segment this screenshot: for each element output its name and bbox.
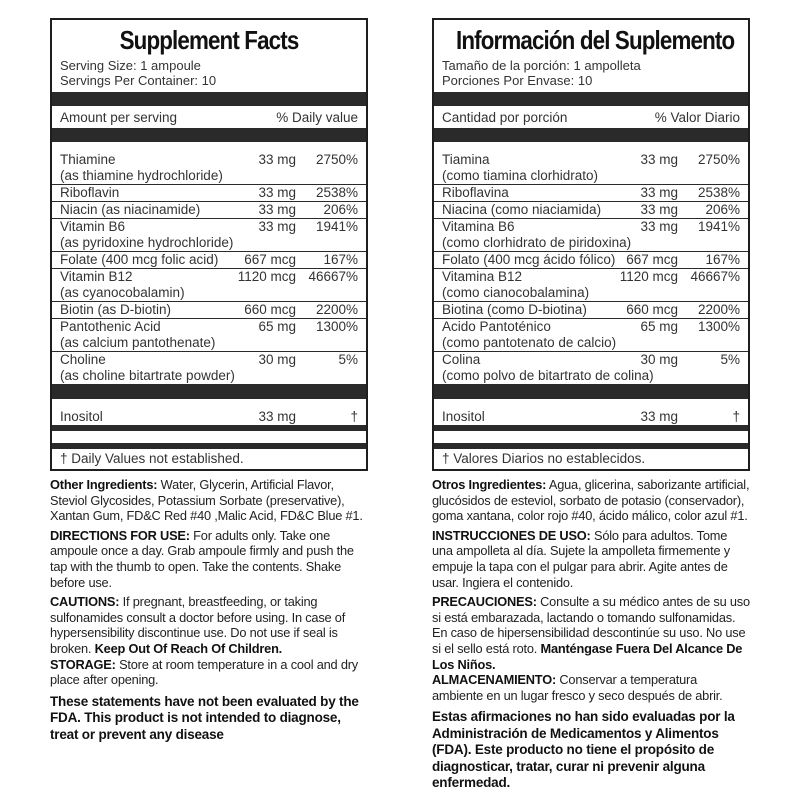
nutrient-name: Pantothenic Acid — [60, 319, 161, 334]
nutrient-dv: 5% — [338, 352, 358, 367]
column-header — [434, 106, 748, 128]
ingredients-text: Agua, glicerina, saborizante artificial, glucósidos de esteviol, sorbato de potasio (conservador), goma xantana, color rojo #40, ácido málico, color azul #1. — [432, 477, 750, 524]
cautions-label: PRECAUCIONES: — [432, 594, 537, 610]
nutrient-amount: 667 mcg — [244, 252, 296, 267]
nutrient-amount: 65 mg — [640, 319, 678, 334]
storage-text: Store at room temperature in a cool and dry place after opening. — [50, 656, 359, 688]
nutrient-amount: 33 mg — [258, 202, 296, 217]
label-notes — [50, 477, 368, 743]
nutrient-row — [434, 202, 748, 219]
ingredients — [432, 477, 750, 524]
serving-info — [52, 58, 366, 92]
nutrient-name: Tiamina — [442, 152, 490, 167]
nutrient-source: (as cyanocobalamin) — [60, 285, 185, 300]
panel-title: Información del Suplemento — [455, 25, 735, 55]
divider-bar — [52, 128, 366, 142]
english-label-column — [50, 18, 368, 743]
nutrient-source: (como polvo de bitartrato de colina) — [442, 368, 654, 383]
nutrient-row — [434, 352, 748, 385]
nutrient-name: Inositol — [442, 409, 485, 424]
cautions — [50, 594, 368, 656]
nutrient-source: (como clorhidrato de piridoxina) — [442, 235, 632, 250]
nutrient-source: (as pyridoxine hydrochloride) — [60, 235, 234, 250]
footnote: † Daily Values not established. — [60, 451, 244, 466]
nutrient-amount: 33 mg — [258, 409, 296, 424]
nutrient-amount: 33 mg — [640, 152, 678, 167]
nutrient-dv: 206% — [323, 202, 358, 217]
divider-bar — [52, 92, 366, 106]
ingredients-label: Other Ingredients: — [50, 477, 158, 492]
directions — [50, 528, 368, 590]
cautions-warning: Manténgase Fuera Del Alcance De Los Niños. — [432, 640, 743, 672]
nutrient-row-inositol — [52, 409, 366, 425]
fda-disclaimer: Estas afirmaciones no han sido evaluadas por la Administración de Medicamentos y Alimentos (FDA). Este producto no tiene el propósito de diagnosticar, tratar, curar ni prevenir alguna enfermedad. — [432, 709, 735, 791]
directions-label: INSTRUCCIONES DE USO: — [432, 527, 591, 543]
nutrient-amount: 33 mg — [640, 409, 678, 424]
nutrient-source: (as thiamine hydrochloride) — [60, 168, 223, 183]
divider-bar — [434, 92, 748, 106]
nutrient-amount: 33 mg — [640, 185, 678, 200]
nutrient-source: (como pantotenato de calcio) — [442, 335, 617, 350]
nutrient-name: Niacina (como niaciamida) — [442, 202, 602, 217]
footnote: † Valores Diarios no establecidos. — [442, 451, 646, 466]
nutrient-name: Niacin (as niacinamide) — [60, 202, 201, 217]
nutrient-row — [434, 185, 748, 202]
spacer — [434, 399, 748, 409]
nutrient-row-inositol — [434, 409, 748, 425]
supplement-facts-panel — [50, 18, 368, 471]
nutrient-row — [52, 202, 366, 219]
nutrient-row — [52, 219, 366, 252]
cautions-label: CAUTIONS: — [50, 594, 120, 610]
nutrient-row — [52, 352, 366, 385]
nutrient-row — [52, 302, 366, 319]
nutrient-row — [434, 302, 748, 319]
fda-disclaimer: These statements have not been evaluated by the FDA. This product is not intended to diagnose, treat or prevent any disease — [50, 693, 359, 742]
divider-bar — [434, 128, 748, 142]
nutrient-name: Colina — [442, 352, 481, 367]
ingredients-label: Otros Ingredientes: — [432, 477, 547, 492]
directions-text: Sólo para adultos. Tome una ampolleta al día. Sujete la ampolleta firmemente y empuje la tapa con el pulgar para abrir. Agite antes de usar. Ingiera el contenido. — [432, 527, 730, 590]
nutrient-name: Folate (400 mcg folic acid) — [60, 252, 219, 267]
nutrient-name: Vitamina B12 — [442, 269, 523, 284]
divider-bar — [52, 385, 366, 399]
cautions — [432, 594, 750, 672]
nutrient-name: Vitamin B6 — [60, 219, 126, 234]
amount-header: Cantidad por porción — [442, 109, 568, 125]
nutrient-dv: 1941% — [697, 219, 740, 234]
nutrient-source: (como cianocobalamina) — [442, 285, 590, 300]
nutrient-row — [434, 152, 748, 185]
nutrient-name: Riboflavina — [442, 185, 509, 200]
column-header — [52, 106, 366, 128]
nutrient-amount: 1120 mcg — [619, 269, 678, 284]
nutrient-name: Folato (400 mcg ácido fólico) — [442, 252, 616, 267]
nutrient-row — [52, 152, 366, 185]
spacer — [52, 142, 366, 152]
nutrient-amount: 30 mg — [640, 352, 678, 367]
nutrient-list — [434, 152, 748, 385]
serving-info — [434, 58, 748, 92]
nutrient-list — [52, 152, 366, 385]
nutrient-dv: 167% — [705, 252, 740, 267]
storage-label: ALMACENAMIENTO: — [432, 672, 557, 688]
storage — [432, 672, 750, 703]
directions-text: For adults only. Take one ampoule once a day. Grab ampoule firmly and push the tap with the thumb to open. Take the contents. Shake before use. — [50, 527, 354, 590]
spacer — [434, 431, 748, 443]
nutrient-row — [434, 252, 748, 269]
spacer — [52, 431, 366, 443]
nutrient-dv: † — [732, 409, 740, 424]
spacer — [434, 142, 748, 152]
nutrient-name: Thiamine — [60, 152, 116, 167]
cautions-text: Consulte a su médico antes de su uso si está embarazada, lactando o tomando sulfonamidas. En caso de hipersensibilidad descontinúe su uso. No use si el sello está roto. — [432, 594, 750, 656]
nutrient-amount: 33 mg — [258, 185, 296, 200]
nutrient-amount: 33 mg — [258, 219, 296, 234]
nutrient-dv: 2538% — [697, 185, 740, 200]
nutrient-amount: 1120 mcg — [237, 269, 296, 284]
dv-header: % Daily value — [276, 109, 358, 125]
nutrient-source: (as choline bitartrate powder) — [60, 368, 235, 383]
nutrient-source: (como tiamina clorhidrato) — [442, 168, 599, 183]
cautions-text: If pregnant, breastfeeding, or taking sulfonamides consult a doctor before using. In case of hypersensibility discontinue use. Do not use if seal is broken. — [50, 594, 346, 656]
supplement-facts-panel-es — [432, 18, 750, 471]
ingredients — [50, 477, 368, 524]
nutrient-amount: 660 mcg — [626, 302, 678, 317]
nutrient-name: Acido Pantoténico — [442, 319, 551, 334]
nutrient-amount: 65 mg — [258, 319, 296, 334]
nutrient-dv: 2200% — [315, 302, 358, 317]
nutrient-name: Vitamina B6 — [442, 219, 515, 234]
nutrient-amount: 30 mg — [258, 352, 296, 367]
nutrient-dv: 167% — [323, 252, 358, 267]
nutrient-row — [52, 252, 366, 269]
spacer — [52, 399, 366, 409]
nutrient-row — [434, 269, 748, 302]
nutrient-row — [434, 219, 748, 252]
nutrient-amount: 33 mg — [258, 152, 296, 167]
nutrient-dv: 1941% — [315, 219, 358, 234]
servings-per-container: Porciones Por Envase: 10 — [442, 73, 593, 88]
nutrient-dv: 2750% — [315, 152, 358, 167]
nutrient-dv: 46667% — [690, 269, 740, 284]
servings-per-container: Servings Per Container: 10 — [60, 73, 217, 88]
nutrient-dv: 206% — [705, 202, 740, 217]
divider-bar — [434, 385, 748, 399]
nutrient-amount: 667 mcg — [626, 252, 678, 267]
nutrient-amount: 33 mg — [640, 219, 678, 234]
label-notes — [432, 477, 750, 792]
nutrient-name: Inositol — [60, 409, 103, 424]
directions-label: DIRECTIONS FOR USE: — [50, 527, 190, 543]
nutrient-dv: † — [350, 409, 358, 424]
dv-header: % Valor Diario — [654, 109, 740, 125]
nutrient-dv: 1300% — [315, 319, 358, 334]
nutrient-name: Riboflavin — [60, 185, 120, 200]
nutrient-row — [434, 319, 748, 352]
nutrient-name: Choline — [60, 352, 106, 367]
directions — [432, 528, 750, 590]
panel-title: Supplement Facts — [119, 25, 299, 55]
nutrient-source: (as calcium pantothenate) — [60, 335, 216, 350]
nutrient-dv: 2200% — [697, 302, 740, 317]
nutrient-name: Vitamin B12 — [60, 269, 133, 284]
nutrient-dv: 1300% — [697, 319, 740, 334]
nutrient-name: Biotin (as D-biotin) — [60, 302, 172, 317]
storage — [50, 657, 368, 688]
nutrient-row — [52, 269, 366, 302]
nutrient-amount: 33 mg — [640, 202, 678, 217]
amount-header: Amount per serving — [60, 109, 178, 125]
nutrient-row — [52, 185, 366, 202]
nutrient-row — [52, 319, 366, 352]
storage-label: STORAGE: — [50, 656, 116, 672]
serving-size: Serving Size: 1 ampoule — [60, 58, 201, 73]
storage-text: Conservar a temperatura ambiente en un lugar fresco y seco después de abrir. — [432, 672, 723, 703]
nutrient-amount: 660 mcg — [244, 302, 296, 317]
spanish-label-column — [432, 18, 750, 792]
ingredients-text: Water, Glycerin, Artificial Flavor, Steviol Glycosides, Potassium Sorbate (preservative), Xantan Gum, FD&C Red #40 ,Malic Acid, FD&C Blue #1. — [50, 477, 363, 524]
nutrient-dv: 46667% — [308, 269, 358, 284]
nutrient-dv: 5% — [720, 352, 740, 367]
nutrient-dv: 2538% — [315, 185, 358, 200]
nutrient-name: Biotina (como D-biotina) — [442, 302, 587, 317]
nutrient-dv: 2750% — [697, 152, 740, 167]
serving-size: Tamaño de la porción: 1 ampolleta — [442, 58, 641, 73]
cautions-warning: Keep Out Of Reach Of Children. — [94, 640, 283, 656]
